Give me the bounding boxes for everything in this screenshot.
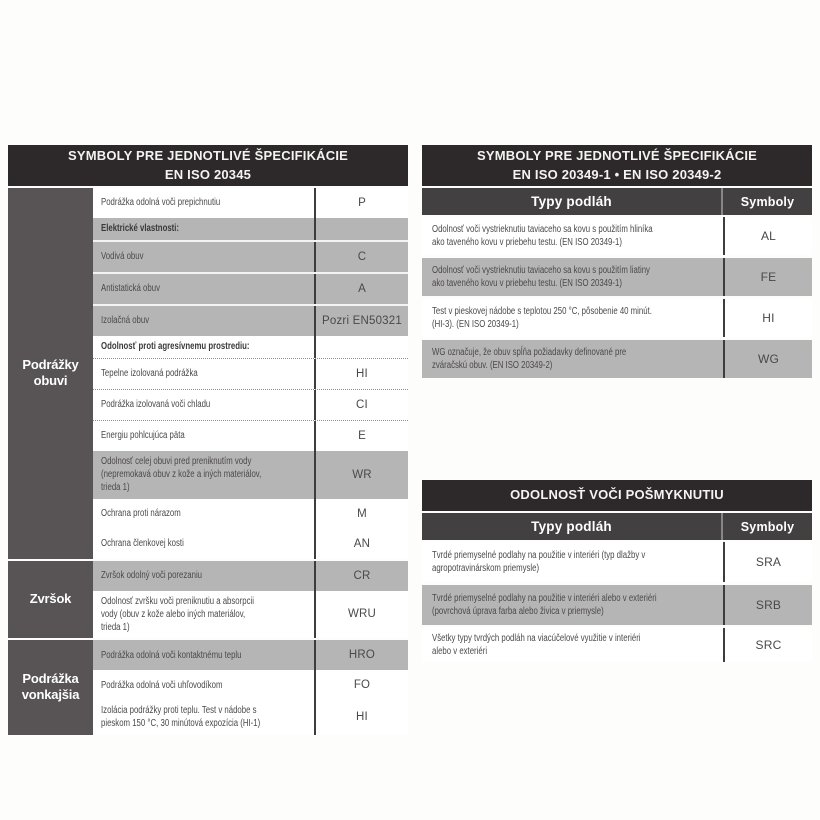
spec-symbol [314, 336, 408, 358]
spec-row [93, 242, 408, 274]
spec-symbol: HRO [314, 640, 408, 670]
spec-row [422, 217, 812, 255]
spec-description-text: Izolácia podrážky proti teplu. Test v nádobe s pieskom 150 °C, 30 minútová expozícia (HI-1) [101, 705, 261, 730]
spec-description [93, 306, 314, 336]
table-slip-resistance-header [422, 480, 812, 511]
spec-symbol: CR [314, 561, 408, 591]
spec-description-text: Všetky typy tvrdých podláh na viacúčelové využitie v interiéri alebo v exteriéri [432, 633, 641, 658]
spec-description-text: Energiu pohlcujúca päta [101, 430, 185, 442]
spec-description [93, 188, 314, 218]
section-rows [93, 561, 408, 639]
spec-row [93, 640, 408, 670]
column-header-symbols: Symboly [721, 188, 812, 215]
spec-row [93, 390, 408, 421]
spec-symbol [314, 218, 408, 240]
column-header-symbols: Symboly [721, 513, 812, 540]
spec-symbol: WRU [314, 591, 408, 639]
table-title-line1: SYMBOLY PRE JEDNOTLIVÉ ŠPECIFIKÁCIE [476, 147, 758, 163]
spec-symbol: P [314, 188, 408, 218]
spec-description-text: Tepelne izolovaná podrážka [101, 368, 198, 380]
spec-description [422, 542, 723, 582]
spec-description [422, 628, 723, 662]
spec-symbol: HI [314, 700, 408, 734]
spec-description [93, 274, 314, 304]
spec-description-text: Antistatická obuv [101, 283, 160, 295]
spec-symbol: SRC [723, 628, 812, 662]
spec-symbol: E [314, 421, 408, 451]
spec-description-text: Izolačná obuv [101, 315, 150, 327]
column-header-floor-types: Typy podláh [531, 194, 612, 209]
spec-description-text: Odolnosť proti agresívnemu prostrediu: [101, 341, 250, 353]
spec-description [422, 217, 723, 255]
category-cell: Zvršok [8, 561, 93, 639]
spec-row [422, 585, 812, 625]
spec-description [93, 451, 314, 499]
spec-description-text: Tvrdé priemyselné podlahy na použitie v interiéri (typ dlažby v agropotravinárskom priemysle) [432, 549, 646, 574]
section-rows [93, 188, 408, 559]
spec-description-text: Ochrana proti nárazom [101, 507, 181, 519]
spec-description-text: Odolnosť voči vystrieknutiu taviaceho sa kovu s použitím hliníka ako taveného kovu v priebehu testu. (EN ISO 20349-1) [432, 223, 653, 248]
spec-description-text: WG označuje, že obuv spĺňa požiadavky definované pre zváračskú obuv. (EN ISO 20349-2) [432, 346, 627, 371]
spec-row [93, 529, 408, 559]
spec-description [93, 561, 314, 591]
spec-row [93, 499, 408, 529]
spec-row [93, 670, 408, 700]
spec-description-text: Vodivá obuv [101, 251, 144, 263]
spec-row [93, 274, 408, 306]
spec-row [93, 218, 408, 242]
spec-description-text: Odolnosť celej obuvi pred preniknutím vody (nepremokavá obuv z kože a iných materiálov, trieda 1) [101, 456, 262, 494]
spec-description [93, 499, 314, 529]
spec-row [422, 340, 812, 378]
spec-symbol: HI [314, 359, 408, 389]
spec-symbol: SRB [723, 585, 812, 625]
table-en-iso-20349-column-header [422, 188, 812, 215]
spec-description [93, 242, 314, 272]
left-table-section [8, 188, 408, 559]
table-slip-resistance-column-header [422, 513, 812, 540]
category-cell: Podrážky obuvi [8, 188, 93, 559]
spec-description [93, 529, 314, 559]
spec-symbol: AN [314, 529, 408, 559]
spec-description [93, 336, 314, 358]
spec-row [93, 451, 408, 499]
spec-description [422, 340, 723, 378]
spec-symbol: A [314, 274, 408, 304]
spec-row [93, 421, 408, 451]
table-en-iso-20345-body [8, 188, 408, 735]
spec-symbol: Pozri EN50321 [314, 306, 408, 336]
spec-description [422, 258, 723, 296]
spec-description-text: Tvrdé priemyselné podlahy na použitie v interiéri alebo v exteriéri (povrchová úprava farba alebo živica v priemysle) [432, 592, 657, 617]
table-en-iso-20345-header [8, 145, 408, 186]
spec-symbol: CI [314, 390, 408, 420]
table-slip-resistance [422, 480, 812, 662]
spec-row [93, 306, 408, 336]
spec-row [93, 336, 408, 359]
spec-description-text: Zvršok odolný voči porezaniu [101, 569, 203, 581]
spec-description [93, 218, 314, 240]
spec-description-text: Elektrické vlastnosti: [101, 223, 180, 235]
spec-description-text: Ochrana členkovej kosti [101, 537, 184, 549]
spec-symbol: FE [723, 258, 812, 296]
spec-row [422, 542, 812, 582]
left-table-section [8, 561, 408, 639]
spec-row [93, 561, 408, 591]
spec-description [93, 591, 314, 639]
spec-description-text: Odolnosť voči vystrieknutiu taviaceho sa kovu s použitím liatiny ako taveného kovu v priebehu testu. (EN ISO 20349-1) [432, 264, 650, 289]
table-title: ODOLNOSŤ VOČI POŠMYKNUTIU [510, 487, 724, 503]
spec-description [93, 640, 314, 670]
table-title-line2: EN ISO 20345 [164, 166, 252, 182]
spec-description [93, 359, 314, 389]
spec-description [93, 700, 314, 734]
spec-description-text: Podrážka odolná voči uhľovodíkom [101, 679, 223, 691]
spec-symbol: SRA [723, 542, 812, 582]
spec-description-text: Podrážka izolovaná voči chladu [101, 399, 211, 411]
spec-symbol: FO [314, 670, 408, 700]
spec-symbol: C [314, 242, 408, 272]
table-en-iso-20345 [8, 145, 408, 735]
table-en-iso-20349-body [422, 217, 812, 378]
spec-description-text: Podrážka odolná voči prepichnutiu [101, 197, 221, 209]
spec-description [93, 421, 314, 451]
spec-row [93, 700, 408, 734]
table-en-iso-20349-header [422, 145, 812, 186]
spec-row [93, 359, 408, 390]
spec-description-text: Odolnosť zvršku voči preniknutiu a absorpcii vody (obuv z kože alebo iných materiálov, trieda 1) [101, 595, 254, 633]
spec-description-text: Podrážka odolná voči kontaktnému teplu [101, 649, 242, 661]
column-header-floor-types: Typy podláh [531, 519, 612, 534]
left-table-section [8, 640, 408, 734]
spec-symbol: HI [723, 299, 812, 337]
spec-description [93, 390, 314, 420]
table-en-iso-20349 [422, 145, 812, 378]
category-cell: Podrážka vonkajšia [8, 640, 93, 734]
spec-description [422, 299, 723, 337]
spec-symbol: M [314, 499, 408, 529]
spec-row [93, 591, 408, 639]
table-title-line1: SYMBOLY PRE JEDNOTLIVÉ ŠPECIFIKÁCIE [67, 147, 349, 163]
spec-row [422, 258, 812, 296]
spec-description [422, 585, 723, 625]
spec-row [93, 188, 408, 218]
spec-description-text: Test v pieskovej nádobe s teplotou 250 °C, pôsobenie 40 minút. (HI-3). (EN ISO 20349-1) [432, 305, 652, 330]
spec-row [422, 628, 812, 662]
spec-symbol: AL [723, 217, 812, 255]
table-title-line2: EN ISO 20349-1 • EN ISO 20349-2 [512, 166, 722, 182]
table-slip-resistance-body [422, 542, 812, 662]
spec-description [93, 670, 314, 700]
spec-symbol: WR [314, 451, 408, 499]
spec-row [422, 299, 812, 337]
section-rows [93, 640, 408, 734]
spec-symbol: WG [723, 340, 812, 378]
